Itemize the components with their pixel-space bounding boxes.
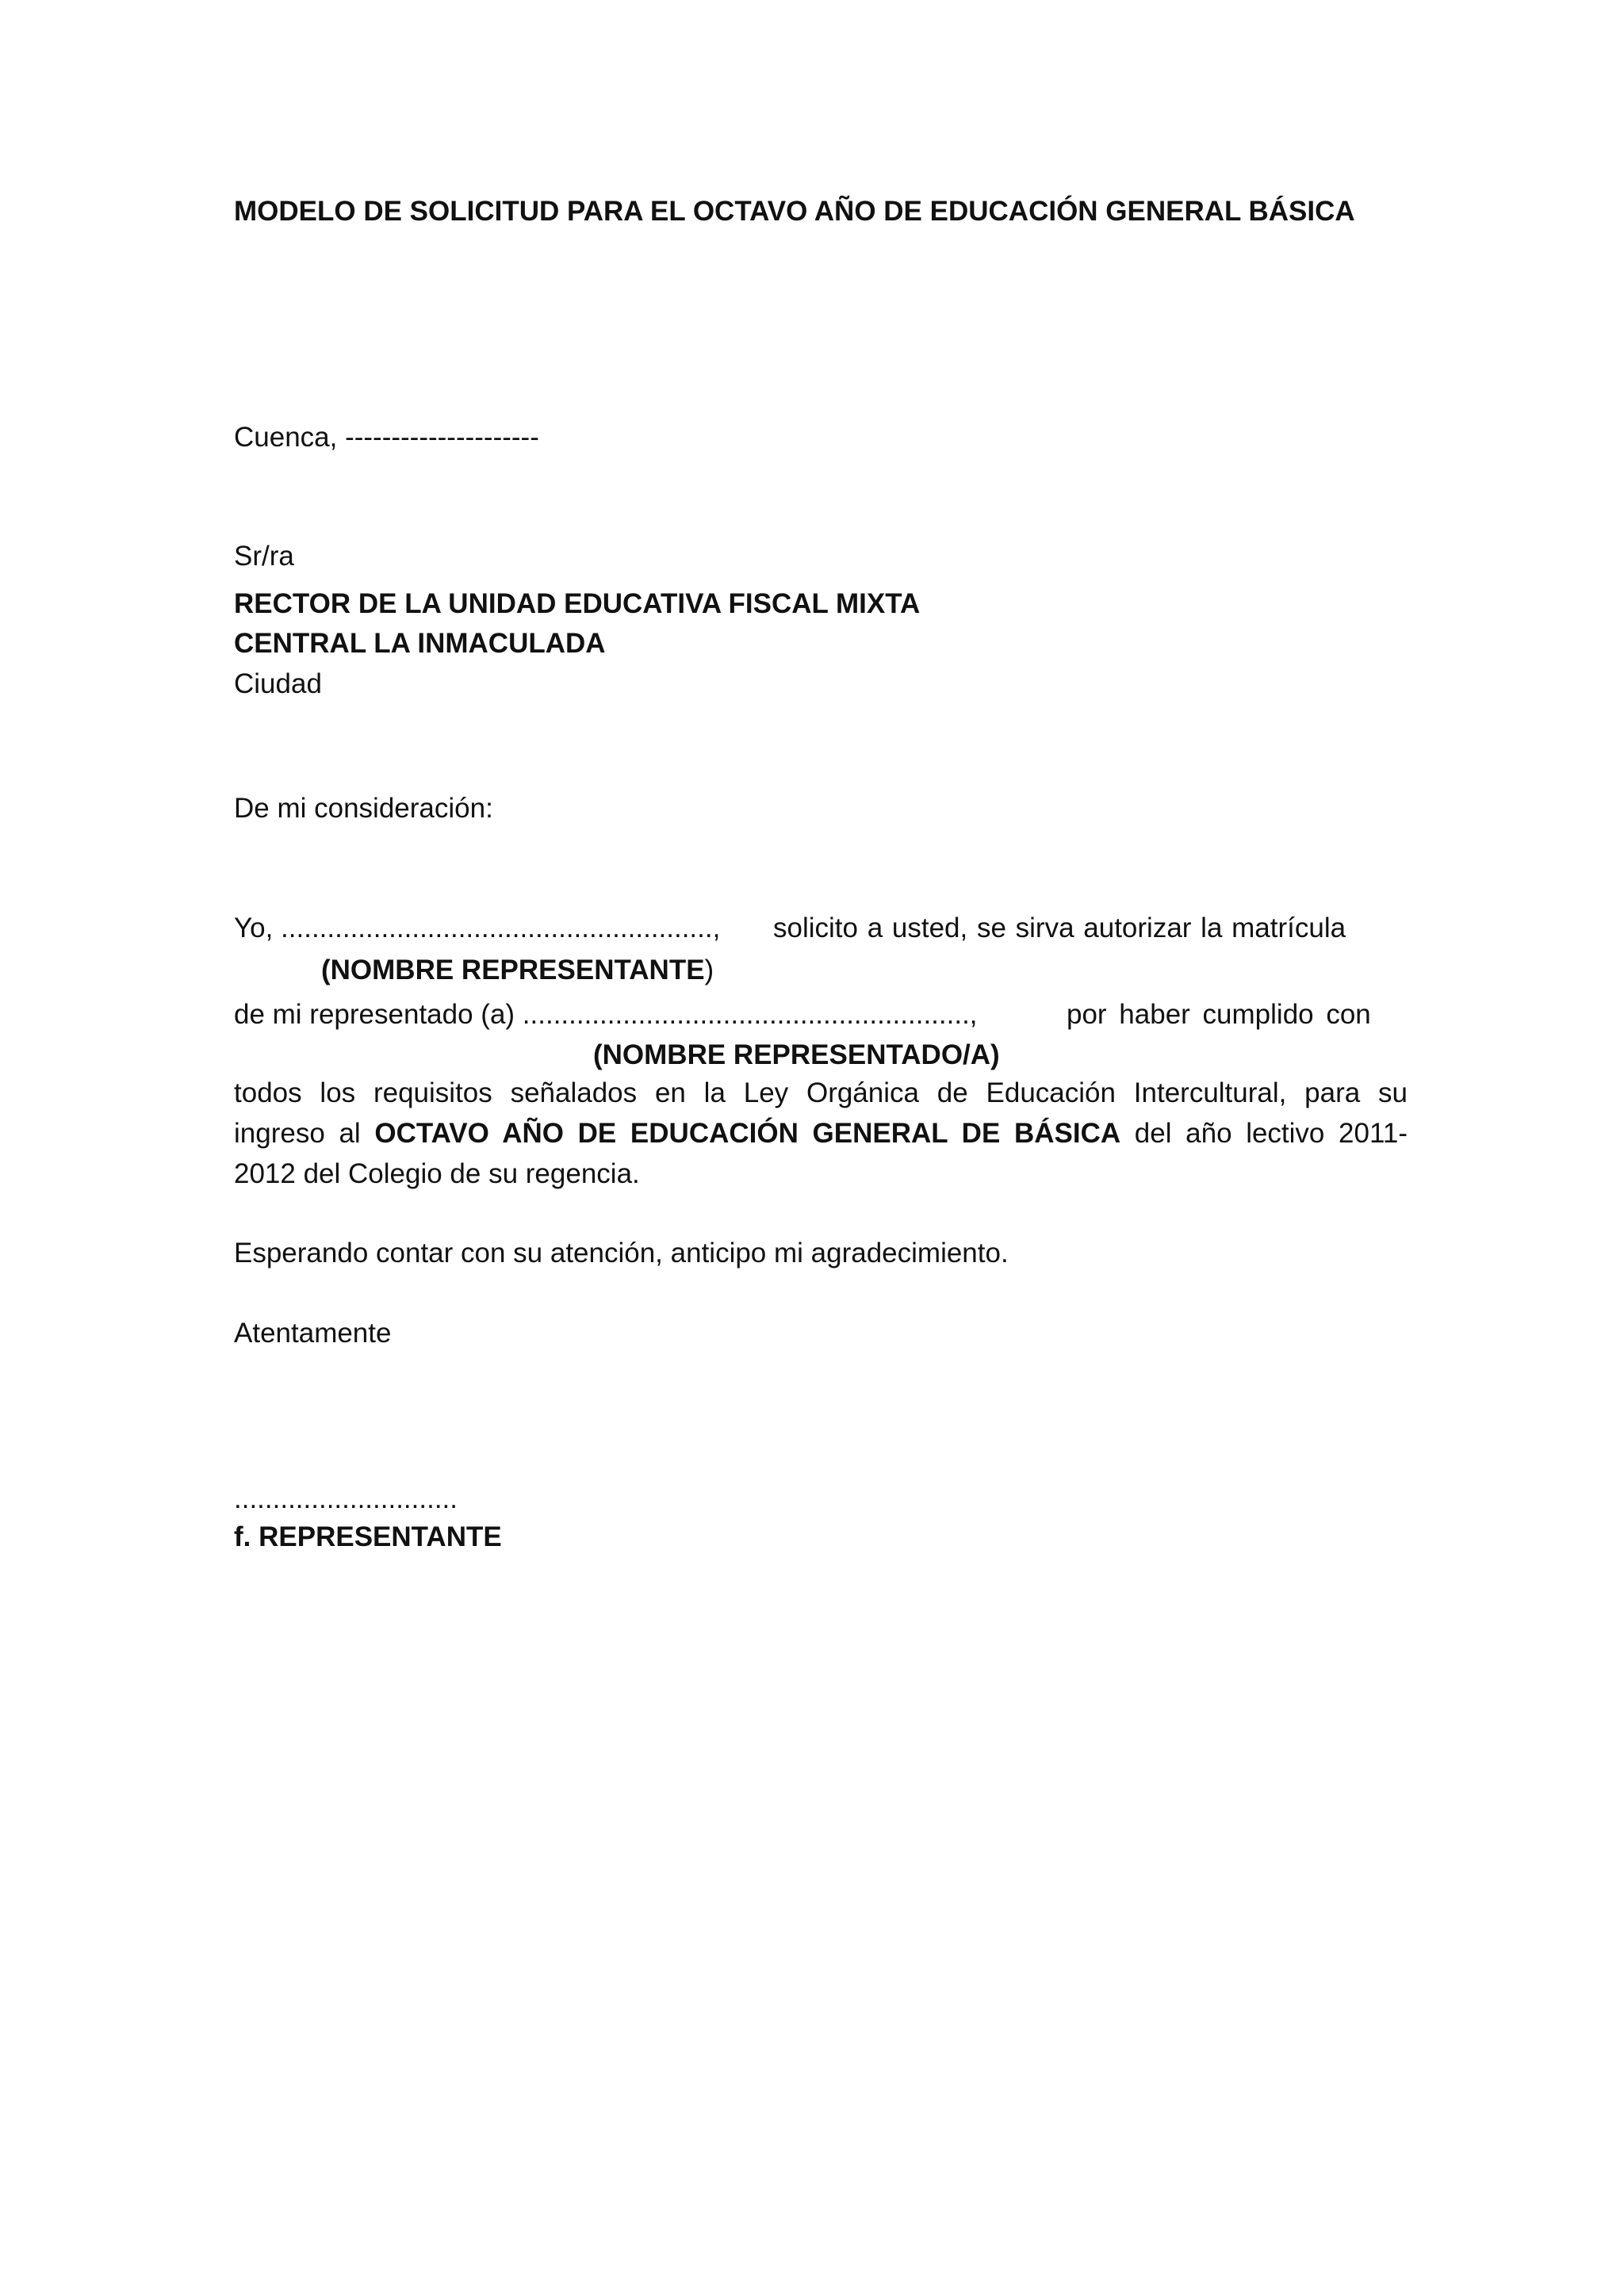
body-line-last: 2012 del Colegio de su regencia. — [234, 1158, 640, 1189]
document-title: MODELO DE SOLICITUD PARA EL OCTAVO AÑO DE EDUCACIÓN GENERAL BÁSICA — [234, 196, 1355, 227]
body-line-ingreso: ingreso al OCTAVO AÑO DE EDUCACIÓN GENERAL DE BÁSICA del año lectivo 2011- — [234, 1118, 1408, 1149]
recipient-line-1: RECTOR DE LA UNIDAD EDUCATIVA FISCAL MIXTA — [234, 588, 921, 619]
signature-label: f. REPRESENTANTE — [234, 1521, 502, 1552]
nombre-representado-label: (NOMBRE REPRESENTADO/A) — [593, 1039, 1000, 1070]
salutation: Sr/ra — [234, 541, 294, 572]
sign-off: Atentamente — [234, 1318, 392, 1349]
place-date: Cuenca, --------------------- — [234, 422, 539, 453]
paragraph-body — [234, 1073, 1408, 1194]
recipient-line-2: CENTRAL LA INMACULADA — [234, 628, 606, 659]
signature-line: ............................. — [234, 1483, 458, 1514]
para-de-mi: de mi representado (a) .........................................................., — [234, 999, 978, 1030]
para-yo: Yo, ........................................................, — [234, 913, 721, 943]
nombre-representante-label: (NOMBRE REPRESENTANTE) — [321, 955, 714, 985]
body-line-todos: todos los requisitos señalados en la Ley Orgánica de Educación Intercultural, para su — [234, 1077, 1408, 1108]
recipient-city: Ciudad — [234, 668, 322, 699]
para-por-haber: por haber cumplido con — [1067, 999, 1371, 1030]
para-solicito: solicito a usted, se sirva autorizar la matrícula — [773, 913, 1346, 943]
greeting: De mi consideración: — [234, 793, 493, 824]
closing-sentence: Esperando contar con su atención, anticipo mi agradecimiento. — [234, 1238, 1009, 1269]
